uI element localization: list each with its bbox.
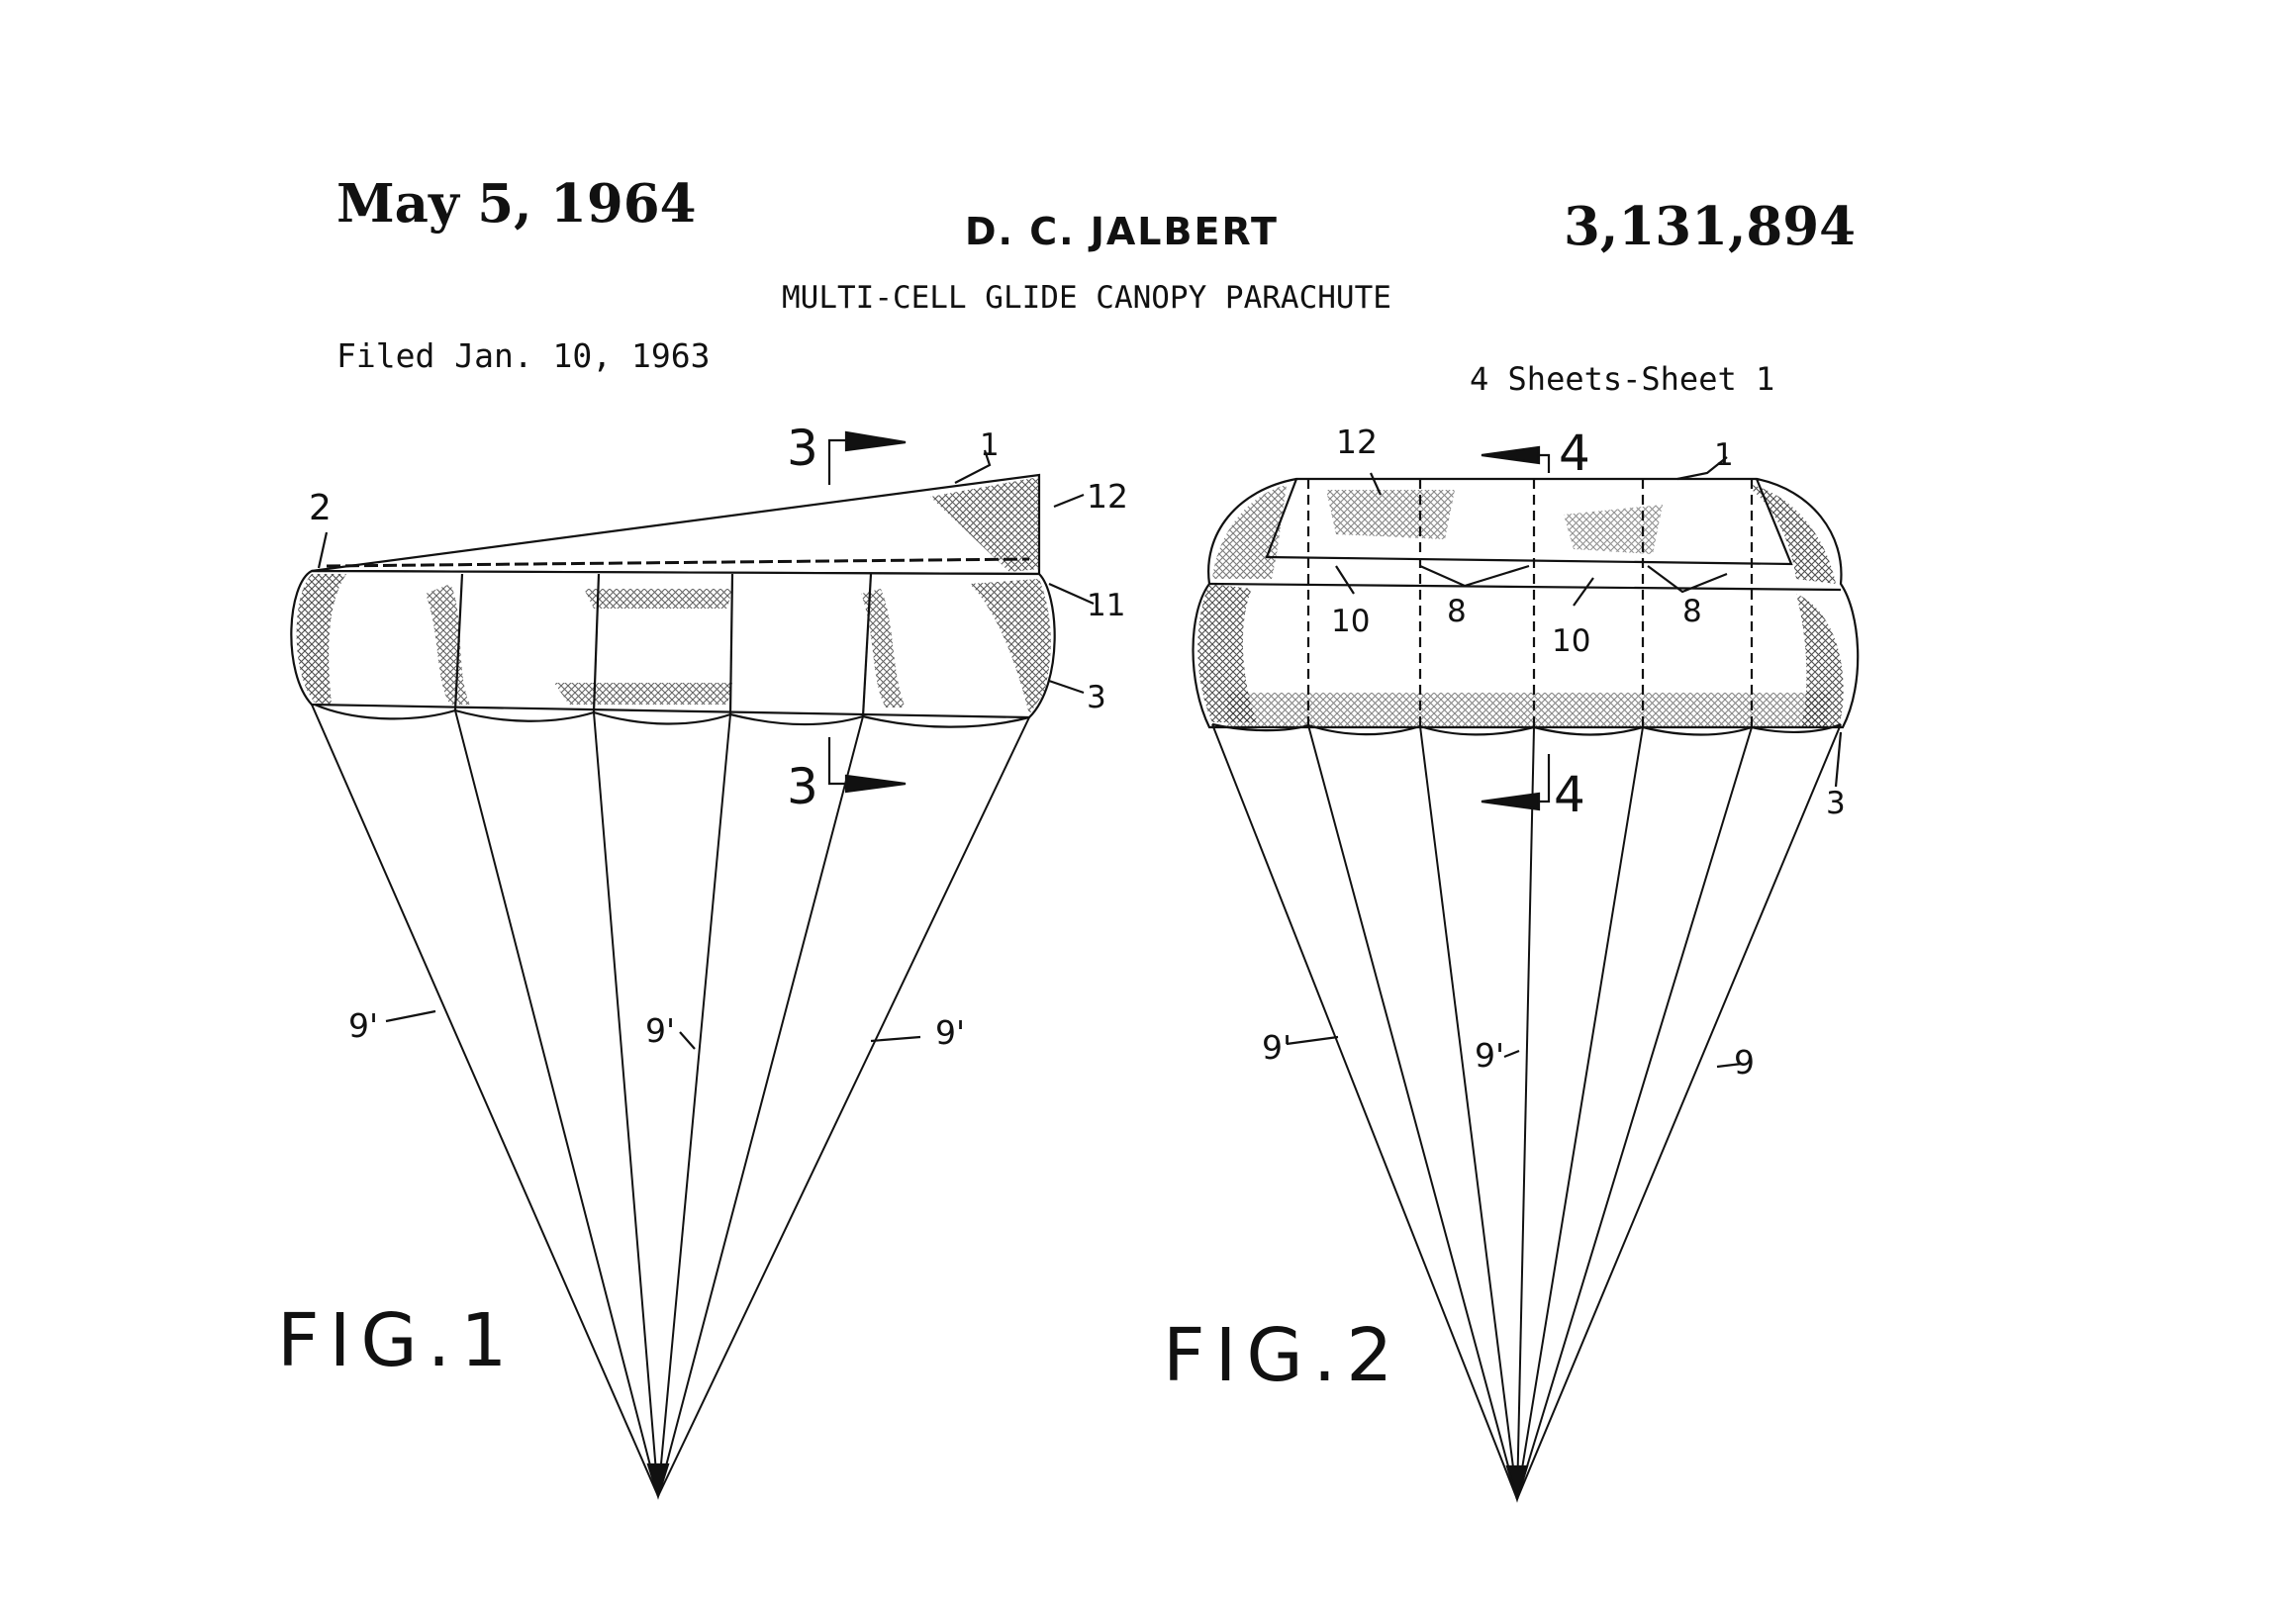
filing-date: Filed Jan. 10, 1963 bbox=[336, 336, 711, 375]
fig2-ref-1: 1 bbox=[1714, 437, 1734, 473]
fig2-ref-8b: 8 bbox=[1682, 594, 1702, 629]
fig2-section-bottom: 4 bbox=[1554, 766, 1585, 823]
patent-number: 3,131,894 bbox=[1564, 196, 1857, 257]
inventor-name: D. C. JALBERT bbox=[965, 210, 1279, 253]
fig2-canopy bbox=[1194, 479, 1859, 727]
fig1-ref-1: 1 bbox=[980, 427, 1000, 463]
fig1-ref-9b: 9' bbox=[645, 1011, 676, 1050]
fig1-ref-3: 3 bbox=[1087, 680, 1106, 715]
fig2-section-top: 4 bbox=[1559, 425, 1590, 482]
patent-title: MULTI-CELL GLIDE CANOPY PARACHUTE bbox=[782, 280, 1391, 316]
patent-date: May 5, 1964 bbox=[336, 173, 697, 235]
fig1-section-top: 3 bbox=[787, 420, 818, 477]
fig1-ref-2: 2 bbox=[309, 488, 332, 528]
fig2-ref-10b: 10 bbox=[1552, 623, 1591, 659]
sheet-number: 4 Sheets-Sheet 1 bbox=[1470, 360, 1775, 398]
fig2-ref-9c: 9 bbox=[1734, 1043, 1755, 1082]
fig1-caption: FIG.1 bbox=[277, 1298, 518, 1383]
fig1-section-bottom: 3 bbox=[787, 758, 818, 815]
fig2-ref-9a: 9' bbox=[1262, 1028, 1292, 1067]
fig2-ref-8a: 8 bbox=[1447, 594, 1467, 629]
fig1-ref-9c: 9' bbox=[935, 1013, 966, 1052]
fig1-ref-11: 11 bbox=[1087, 588, 1126, 623]
fig2-ref-3: 3 bbox=[1826, 786, 1846, 821]
fig1-ref-12: 12 bbox=[1087, 477, 1128, 516]
fig2-ref-12: 12 bbox=[1336, 423, 1378, 461]
fig2-ref-9b: 9' bbox=[1475, 1036, 1505, 1075]
fig2-ref-10a: 10 bbox=[1331, 604, 1371, 639]
fig2-caption: FIG.2 bbox=[1163, 1313, 1403, 1398]
fig1-ref-9a: 9' bbox=[348, 1006, 379, 1045]
